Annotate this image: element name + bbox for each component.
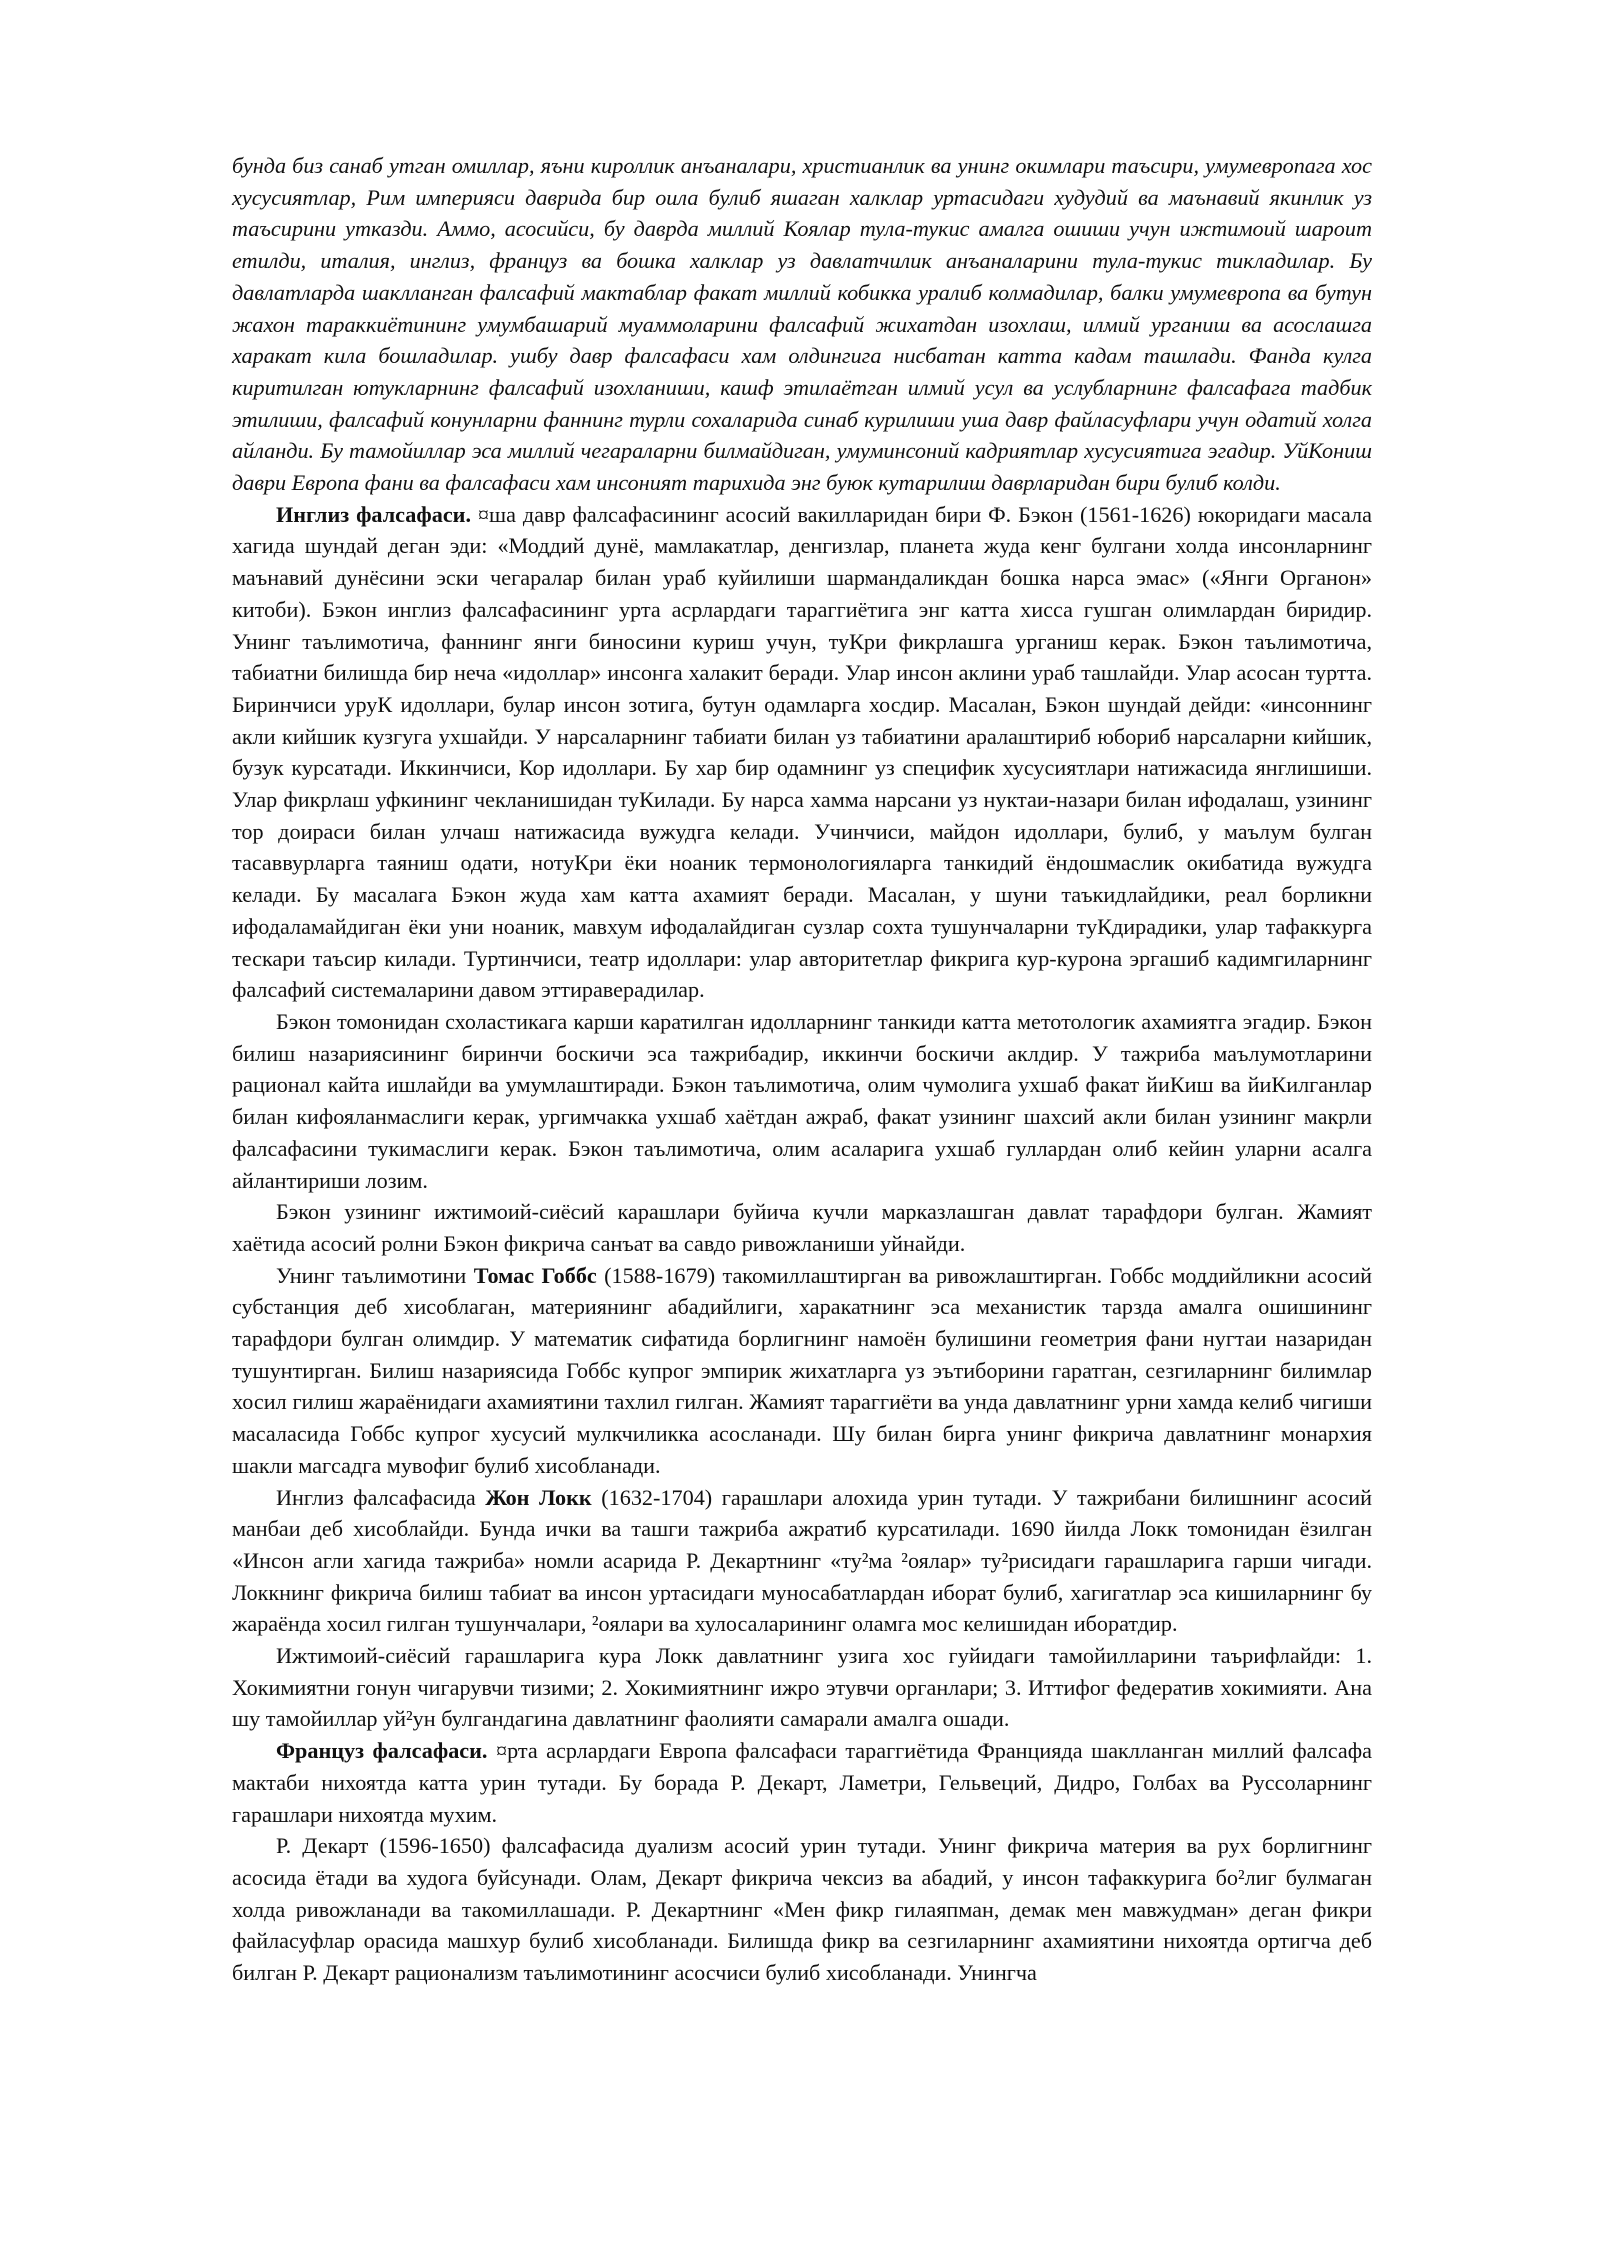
paragraph-bacon-idols-critique: Бэкон томонидан схоластикага карши каратилган идолларнинг танкиди катта метотологик ахамиятга эгадир. Бэкон билиш назариясининг биринчи боскичи эса тажрибадир, иккинчи боскичи аклдир. У тажриба маълумотларини рационал кайта ишлайди ва умумлаштиради. Бэкон таълимотича, олим чумолига ухшаб факат йиКиш ва йиКилганлар билан кифояланмаслиги керак, ургимчакка ухшаб хаётдан ажраб, факат узининг шахсий акли билан узининг макрли фалсафасини тукимаслиги керак. Бэкон таълимотича, олим асаларига ухшаб гуллардан олиб кейин уларни асалга айлантириши лозим. <box>232 1008 1372 1193</box>
paragraph-text: ¤ша давр фалсафасининг асосий вакилларидан бири Ф. Бэкон (1561-1626) юкоридаги масала хагида шундай деган эди: «Моддий дунё, мамлакатлар, денгизлар, планета жуда кенг булгани холда инсонларнинг маънавий дунёсини эски чегаралар билан ураб куйилиши шармандаликдан бошка нарса эмас» («Янги Органон» китоби). Бэкон инглиз фалсафасининг урта асрлардаги тараггиётига энг катта хисса гушган олимлардан биридир. Унинг таълимотича, фаннинг янги биносини куриш учун, туКри фикрлашга урганиш керак. Бэкон таълимотича, табиатни билишда бир неча «идоллар» инсонга халакит беради. Улар инсон аклини ураб ташлайди. Улар асосан туртта. Биринчиси уруК идоллари, булар инсон зотига, бутун одамларга хосдир. Масалан, Бэкон шундай дейди: «инсоннинг акли кийшик кузгуга ухшайди. У нарсаларнинг табиати билан уз табиатини аралаштириб юбориб нарсаларни кийшик, бузук курсатади. Иккинчиси, Кор идоллари. Бу хар бир одамнинг уз специфик хусусиятлари натижасида янглишиши. Улар фикрлаш уфкининг чекланишидан туКилади. Бу нарса хамма нарсани уз нуктаи-назари билан ифодалаш, узининг тор доираси билан улчаш натижасида вужудга келади. Учинчиси, майдон идоллари, булиб, у маълум булган тасаввурларга таяниш одати, нотуКри ёки ноаник термонологияларга танкидий ёндошмаслик окибатида вужудга келади. Бу масалага Бэкон жуда хам катта ахамият беради. Масалан, у шуни таъкидлайдики, реал борликни ифодаламайдиган ёки уни ноаник, мавхум ифодалайдиган сузлар сохта тушунчаларни туКдирадики, улар тафаккурга тескари таъсир килади. Туртинчиси, театр идоллари: улар авторитетлар фикрига кур-курона эргашиб кадимгиларнинг фалсафий системаларини давом эттираверадилар. <box>232 501 1372 1003</box>
paragraph-text: Инглиз фалсафасида <box>276 1484 486 1510</box>
paragraph-text: ¤рта асрлардаги Европа фалсафаси тараггиётида Францияда шаклланган миллий фалсафа мактаби нихоятда катта урин тутади. Бу борада Р. Декарт, Ламетри, Гельвеций, Дидро, Голбах ва Руссоларнинг гарашлари нихоятда мухим. <box>232 1738 1372 1827</box>
section-heading-english-philosophy: Инглиз фалсафаси. <box>276 501 471 527</box>
paragraph-text: Унинг таълимотини <box>276 1262 474 1288</box>
section-heading-french-philosophy: Француз фалсафаси. <box>276 1738 488 1764</box>
paragraph-locke-politics: Ижтимоий-сиёсий гарашларига кура Локк давлатнинг узига хос гуйидаги тамойилларини таърифлайди: 1. Хокимиятни гонун чигарувчи тизими; 2. Хокимиятнинг ижро этувчи органлари; 3. Иттифог федератив хокимияти. Ана шу тамойиллар уй²ун булгандагина давлатнинг фаолияти самарали амалга ошади. <box>232 1643 1372 1732</box>
paragraph-renaissance-summary: бунда биз санаб утган омиллар, яъни кироллик анъаналари, христианлик ва унинг окимлари таъсири, умумевропага хос хусусиятлар, Рим империяси даврида бир оила булиб яшаган халклар уртасидаги худудий ва маънавий якинлик уз таъсирини утказди. Аммо, асосийси, бу даврда миллий Коялар тула-тукис амалга ошиши учун ижтимоий шароит етилди, италия, инглиз, француз ва бошка халклар уз давлатчилик анъаналарини тула-тукис тикладилар. Бу давлатларда шаклланган фалсафий мактаблар факат миллий кобикка уралиб колмадилар, балки умумевропа ва бутун жахон тараккиётининг умумбашарий муаммоларини фалсафий жихатдан изохлаш, илмий урганиш ва асослашга харакат кила бошладилар. ушбу давр фалсафаси хам олдингига нисбатан катта кадам ташлади. Фанда кулга киритилган ютукларнинг фалсафий изохланиши, кашф этилаётган илмий усул ва услубларнинг фалсафага тадбик этилиши, фалсафий конунларни фаннинг турли сохаларида синаб курилиши уша давр файласуфлари учун одатий холга айланди. Бу тамойиллар эса миллий чегараларни билмайдиган, умуминсоний кадриятлар хусусиятига эгадир. УйКониш даври Европа фани ва фалсафаси хам инсоният тарихида энг буюк кутарилиш даврларидан бири булиб колди. <box>232 153 1372 496</box>
person-name-locke: Жон Локк <box>485 1484 592 1510</box>
paragraph-bacon-politics: Бэкон узининг ижтимоий-сиёсий карашлари буйича кучли марказлашган давлат тарафдори булган. Жамият хаётида асосий ролни Бэкон фикрича санъат ва савдо ривожланиши уйнайди. <box>232 1199 1372 1256</box>
paragraph-descartes: Р. Декарт (1596-1650) фалсафасида дуализм асосий урин тутади. Унинг фикрича материя ва рух борлигнинг асосида ётади ва худога буйсунади. Олам, Декарт фикрича чексиз ва абадий, у инсон тафаккурига бо²лиг булмаган холда ривожланади ва такомиллашади. Р. Декартнинг «Мен фикр гилаяпман, демак мен мавжудман» деган фикри файласуфлар орасида машхур булиб хисобланади. Билишда фикр ва сезгиларнинг ахамиятини нихоятда ортигча деб билган Р. Декарт рационализм таълимотининг асосчиси булиб хисобланади. Унингча <box>232 1833 1372 1986</box>
paragraph-text: (1588-1679) такомиллаштирган ва ривожлаштирган. Гоббс моддийликни асосий субстанция деб хисоблаган, материянинг абадийлиги, харакатнинг эса механистик тарзда амалга ошишининг тарафдори булган олимдир. У математик сифатида борлигнинг намоён булишини геометрия фани нугтаи назаридан тушунтирган. Билиш назариясида Гоббс купрог эмпирик жихатларга уз эътиборини гаратган, сезгиларнинг билимлар хосил гилиш жараёнидаги ахамиятини тахлил гилган. Жамият тараггиёти ва унда давлатнинг урни хамда келиб чигиши масаласида Гоббс купрог хусусий мулкчиликка асосланади. Шу билан бирга унинг фикрича давлатнинг монархия шакли магсадга мувофиг булиб хисобланади. <box>232 1262 1372 1478</box>
paragraph-text: (1632-1704) гарашлари алохида урин тутади. У тажрибани билишнинг асосий манбаи деб хисоблайди. Бунда ички ва ташги тажриба ажратиб курсатилади. 1690 йилда Локк томонидан ёзилган «Инсон агли хагида тажриба» номли асарида Р. Декартнинг «ту²ма ²оялар» ту²рисидаги гарашларига гарши чигади. Локкнинг фикрича билиш табиат ва инсон уртасидаги муносабатлардан иборат булиб, хагигатлар эса кишиларнинг бу жараёнда хосил гилган тушунчалари, ²оялари ва хулосаларининг оламга мос келишидан иборатдир. <box>232 1484 1372 1637</box>
paragraph-french-philosophy <box>232 1735 1372 1830</box>
paragraph-hobbes <box>232 1260 1372 1482</box>
person-name-hobbes: Томас Гоббс <box>473 1262 597 1288</box>
paragraph-english-philosophy-bacon <box>232 499 1372 1006</box>
paragraph-locke <box>232 1482 1372 1641</box>
document-page <box>232 150 1372 1989</box>
